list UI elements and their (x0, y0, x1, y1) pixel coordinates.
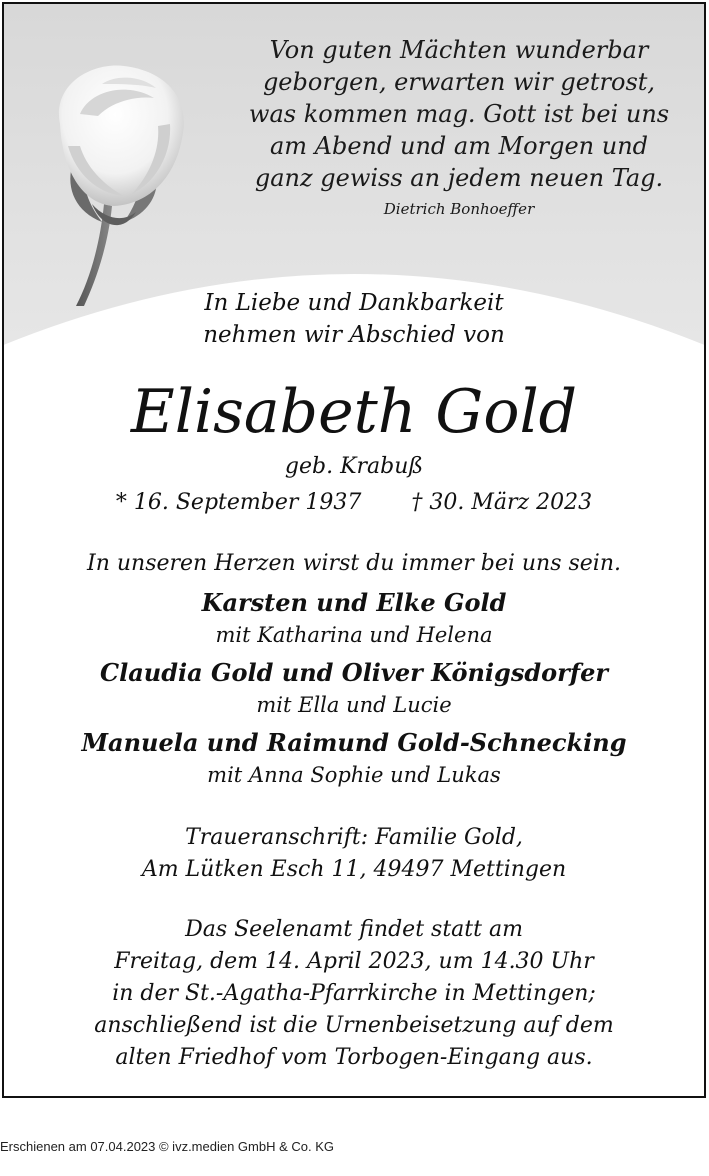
intro-text (4, 287, 704, 351)
service-line: Das Seelenamt findet statt am (185, 917, 523, 942)
motto-text: In unseren Herzen wirst du immer bei uns sein. (87, 551, 621, 576)
maiden-name: geb. Krabuß (284, 454, 424, 479)
family-children: mit Anna Sophie und Lukas (207, 763, 501, 787)
family-names: Karsten und Elke Gold (201, 588, 507, 617)
family-names: Manuela und Raimund Gold-Schnecking (81, 728, 627, 757)
bonhoeffer-quote (234, 34, 684, 194)
service-line: in der St.-Agatha-Pfarrkirche in Mettingen; (112, 981, 596, 1006)
life-dates (4, 490, 704, 515)
death-date: † 30. März 2023 (411, 490, 593, 515)
family-children: mit Ella und Lucie (256, 693, 452, 717)
quote-line: geborgen, erwarten wir getrost, (262, 68, 656, 96)
service-line: Freitag, dem 14. April 2023, um 14.30 Uhr (114, 949, 594, 974)
mourning-address (4, 822, 704, 886)
quote-line: am Abend und am Morgen und (269, 132, 649, 160)
service-info (4, 914, 704, 1074)
service-line: alten Friedhof vom Torbogen-Eingang aus. (115, 1045, 593, 1070)
address-line-1: Traueranschrift: Familie Gold, (185, 825, 523, 850)
birth-date: * 16. September 1937 (115, 490, 362, 515)
intro-line-2: nehmen wir Abschied von (203, 322, 505, 348)
service-line: anschließend ist die Urnenbeisetzung auf dem (94, 1013, 614, 1038)
family-children: mit Katharina und Helena (215, 623, 493, 647)
rose-icon (32, 54, 222, 314)
quote-line: ganz gewiss an jedem neuen Tag. (254, 164, 664, 192)
family-names: Claudia Gold und Oliver Königsdorfer (99, 658, 609, 687)
quote-line: was kommen mag. Gott ist bei uns (248, 100, 670, 128)
quote-line: Von guten Mächten wunderbar (269, 36, 649, 64)
intro-line-1: In Liebe und Dankbarkeit (204, 290, 504, 316)
publication-footer: Erschienen am 07.04.2023 © ivz.medien GmbH & Co. KG (0, 1139, 335, 1154)
deceased-name: Elisabeth Gold (130, 377, 578, 447)
address-line-2: Am Lütken Esch 11, 49497 Mettingen (141, 857, 567, 882)
quote-author: Dietrich Bonhoeffer (383, 200, 535, 218)
obituary-card (2, 2, 706, 1098)
